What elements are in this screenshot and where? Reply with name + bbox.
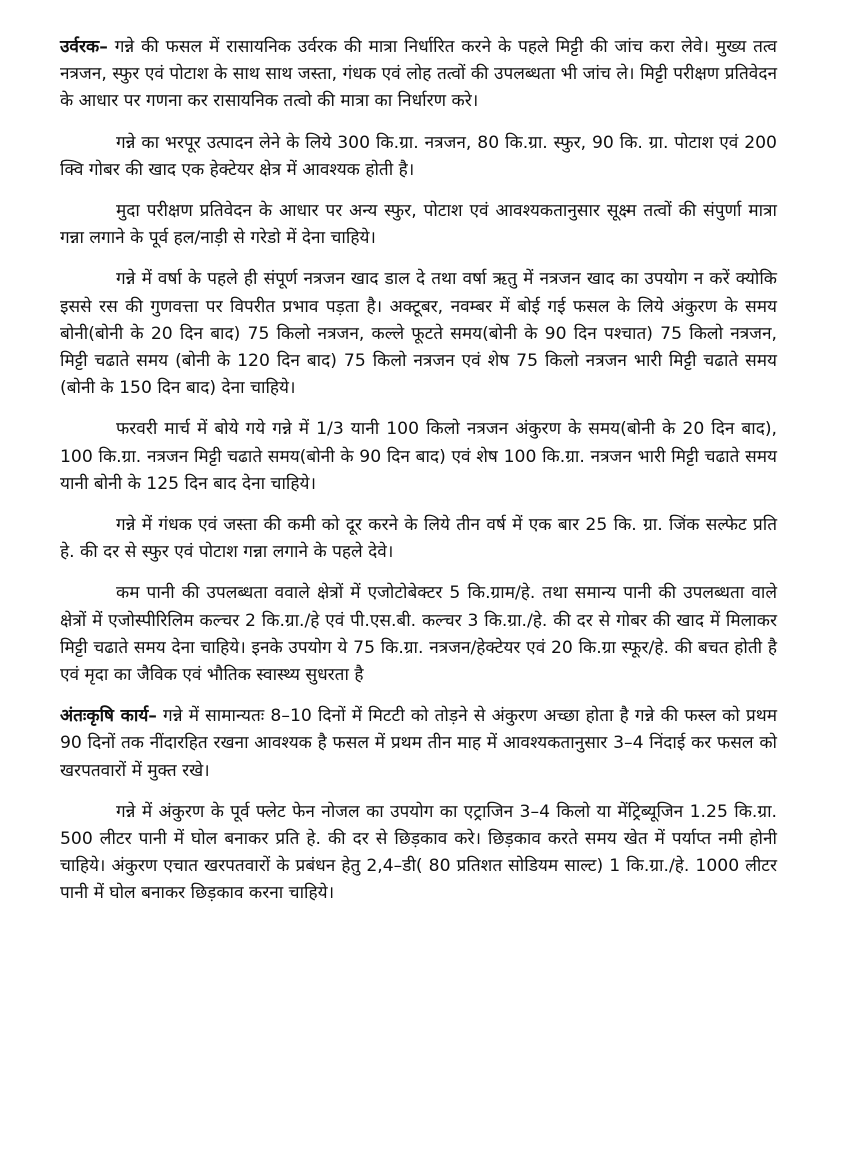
fertilizer-paragraph-3: गन्ने में वर्षा के पहले ही संपूर्ण नत्रजन खाद डाल दे तथा वर्षा ऋतु में नत्रजन खाद का उपयोग न करें क्योकि इससे रस की गुणवत्ता पर विपरीत प्रभाव पड़ता है। अक्टूबर, नवम्बर में बोई गई फसल के लिये अंकुरण के समय बोनी(बोनी के 20 दिन बाद) 75 किलो नत्रजन, कल्ले फूटते समय(बोनी के 90 दिन पश्चात) 75 किलो नत्रजन, मिट्टी चढाते समय (बोनी के 120 दिन बाद) 75 किलो नत्रजन एवं शेष 75 किलो नत्रजन भारी मिट्टी चढाते समय (बोनी के 150 दिन बाद) देना चाहिये। (60, 269, 777, 399)
fertilizer-paragraph-2: मुदा परीक्षण प्रतिवेदन के आधार पर अन्य स्फुर, पोटाश एवं आवश्यकतानुसार सूक्ष्म तत्वों की संपुर्णा मात्रा गन्ना लगाने के पूर्व हल/नाड़ी से गरेडो में देना चाहिये। (60, 201, 777, 249)
intercultural-intro-text: गन्ने में सामान्यतः 8–10 दिनों में मिटटी को तोड़ने से अंकुरण अच्छा होता है गन्ने की फस्ल को प्रथम 90 दिनों तक नींदारहित रखना आवश्यक है फसल में प्रथम तीन माह में आवश्यकतानुसार 3–4 निंदाई कर फसल को खरपतवारों में मुक्त रखे। (60, 706, 777, 781)
fertilizer-paragraph-1: गन्ने का भरपूर उत्पादन लेने के लिये 300 कि.ग्रा. नत्रजन, 80 कि.ग्रा. स्फुर, 90 कि. ग्रा. पोटाश एवं 200 क्वि गोबर की खाद एक हेक्टेयर क्षेत्र में आवश्यक होती है। (60, 132, 777, 180)
fertilizer-intro-paragraph (60, 34, 777, 116)
intercultural-heading: अंतःकृषि कार्य– (60, 706, 157, 727)
intercultural-intro-paragraph (60, 703, 777, 785)
fertilizer-heading: उर्वरक– (60, 37, 108, 57)
intercultural-paragraph-1: गन्ने में अंकुरण के पूर्व फ्लेट फेन नोजल का उपयोग का एट्राजिन 3–4 किलो या मेंट्रिब्यूजिन 1.25 कि.ग्रा. 500 लीटर पानी में घोल बनाकर प्रति हे. की दर से छिड़काव करे। छिड़काव करते समय खेत में पर्याप्त नमी होनी चाहिये। अंकुरण एचात खरपतवारों के प्रबंधन हेतु 2,4–डी( 80 प्रतिशत सोडियम साल्ट) 1 कि.ग्रा./हे. 1000 लीटर पानी में घोल बनाकर छिड़काव करना चाहिये। (60, 801, 777, 904)
fertilizer-intro-text: गन्ने की फसल में रासायनिक उर्वरक की मात्रा निर्धारित करने के पहले मिट्टी की जांच करा लेवे। मुख्य तत्व नत्रजन, स्फुर एवं पोटाश के साथ साथ जस्ता, गंधक एवं लोह तत्वों की उपलब्धता भी जांच ले। मिट्टी परीक्षण प्रतिवेदन के आधार पर गणना कर रासायनिक तत्वो की मात्रा का निर्धारण करे। (60, 37, 777, 112)
fertilizer-paragraph-4: फरवरी मार्च में बोये गये गन्ने में 1/3 यानी 100 किलो नत्रजन अंकुरण के समय(बोनी के 20 दिन बाद), 100 कि.ग्रा. नत्रजन मिट्टी चढाते समय(बोनी के 90 दिन बाद) एवं शेष 100 कि.ग्रा. नत्रजन भारी मिट्टी चढाते समय यानी बोनी के 125 दिन बाद देना चाहिये। (60, 419, 777, 494)
fertilizer-paragraph-6: कम पानी की उपलब्धता ववाले क्षेत्रों में एजोटोबेक्टर 5 कि.ग्राम/हे. तथा समान्य पानी की उपलब्धता वाले क्षेत्रों में एजोस्पीरिलिम कल्चर 2 कि.ग्रा./हे एवं पी.एस.बी. कल्चर 3 कि.ग्रा./हे. की दर से गोबर की खाद में मिलाकर मिट्टी चढाते समय देना चाहिये। इनके उपयोग ये 75 कि.ग्रा. नत्रजन/हेक्टेयर एवं 20 कि.ग्रा स्फूर/हे. की बचत होती है एवं मृदा का जैविक एवं भौतिक स्वास्थ्य सुधरता है (60, 583, 777, 686)
fertilizer-paragraph-5: गन्ने में गंधक एवं जस्ता की कमी को दूर करने के लिये तीन वर्ष में एक बार 25 कि. ग्रा. जिंक सल्फेट प्रति हे. की दर से स्फुर एवं पोटाश गन्ना लगाने के पहले देवे। (60, 515, 777, 563)
